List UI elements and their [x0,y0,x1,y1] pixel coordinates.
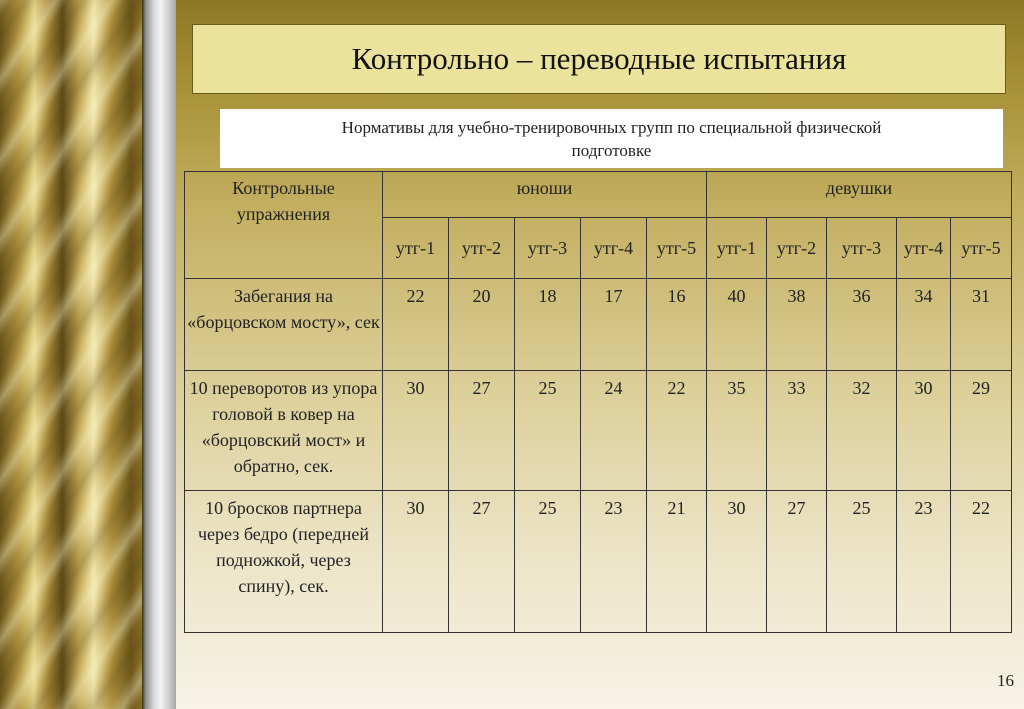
table-cell: 17 [581,279,647,371]
table-cell: 36 [827,279,897,371]
table-cell: 27 [449,491,515,633]
table-cell: 24 [581,371,647,491]
header-level: утг-3 [515,218,581,279]
table-row [185,371,1012,491]
table-cell: 23 [897,491,951,633]
header-boys: юноши [383,172,707,218]
exercise-label: 10 бросков партнера через бедро (передней подножкой, через спину), сек. [185,491,383,633]
table-cell: 30 [707,491,767,633]
decorative-divider [142,0,176,709]
table-cell: 25 [827,491,897,633]
table-cell: 21 [647,491,707,633]
table-cell: 27 [767,491,827,633]
table-cell: 25 [515,371,581,491]
table-cell: 32 [827,371,897,491]
table-cell: 35 [707,371,767,491]
norms-table [184,171,1012,633]
table-cell: 30 [897,371,951,491]
slide-title-box [192,24,1006,94]
header-level: утг-4 [897,218,951,279]
header-level: утг-4 [581,218,647,279]
table-cell: 30 [383,371,449,491]
slide-subtitle-box [220,109,1003,168]
table-cell: 22 [647,371,707,491]
table-cell: 38 [767,279,827,371]
table-cell: 33 [767,371,827,491]
page-number: 16 [997,671,1014,690]
decorative-gold-panel [0,0,142,709]
table-cell: 31 [951,279,1012,371]
slide-subtitle [342,116,882,162]
table-cell: 20 [449,279,515,371]
table-row [185,279,1012,371]
exercise-label: 10 переворотов из упора головой в ковер на «борцовский мост» и обратно, сек. [185,371,383,491]
table-row [185,491,1012,633]
table-cell: 34 [897,279,951,371]
header-girls: девушки [707,172,1012,218]
table-cell: 29 [951,371,1012,491]
header-level: утг-1 [383,218,449,279]
table-cell: 30 [383,491,449,633]
table-cell: 25 [515,491,581,633]
table-cell: 18 [515,279,581,371]
table-cell: 27 [449,371,515,491]
slide-title: Контрольно – переводные испытания [351,41,847,76]
table-cell: 16 [647,279,707,371]
header-level: утг-1 [707,218,767,279]
table-header-row [185,172,1012,218]
header-exercise: Контрольные упражнения [185,172,383,279]
exercise-label: Забегания на «борцовском мосту», сек [185,279,383,371]
table-cell: 22 [951,491,1012,633]
table-cell: 23 [581,491,647,633]
slide-subtitle-line2: подготовке [571,140,652,160]
header-level: утг-2 [767,218,827,279]
header-level: утг-3 [827,218,897,279]
header-level: утг-5 [647,218,707,279]
slide-subtitle-line1: Нормативы для учебно-тренировочных групп по специальной физической [341,117,882,137]
header-level: утг-2 [449,218,515,279]
header-level: утг-5 [951,218,1012,279]
table-cell: 22 [383,279,449,371]
table-cell: 40 [707,279,767,371]
